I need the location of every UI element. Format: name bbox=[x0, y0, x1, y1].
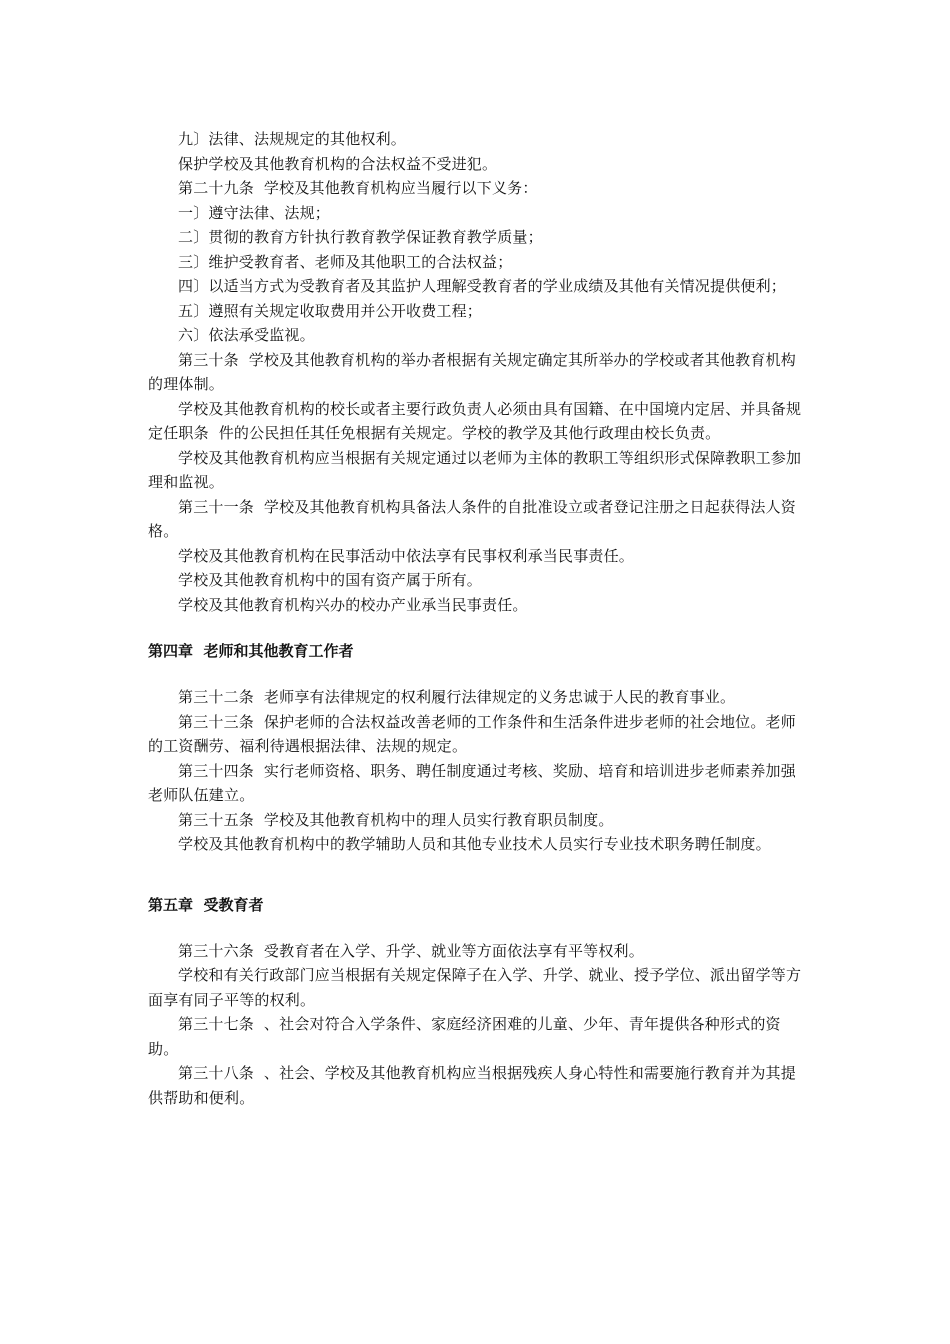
paragraph: 学校及其他教育机构应当根据有关规定通过以老师为主体的教职工等组织形式保障教职工参加理和监视。 bbox=[148, 448, 802, 491]
paragraph: 学校及其他教育机构的校长或者主要行政负责人必须由具有国籍、在中国境内定居、并具备规定任职条 件的公民担任其任免根据有关规定。学校的教学及其他行政理由校长负责。 bbox=[148, 399, 802, 442]
paragraph: 学校及其他教育机构在民事活动中依法享有民事权利承当民事责任。 bbox=[178, 546, 635, 565]
paragraph: 九〕法律、法规规定的其他权利。 bbox=[178, 130, 407, 148]
paragraph: 第三十三条 保护老师的合法权益改善老师的工作条件和生活条件进步老师的社会地位。老师的工资酬劳、福利待遇根据法律、法规的规定。 bbox=[148, 712, 796, 755]
section-spacer bbox=[148, 917, 808, 939]
paragraph: 二〕贯彻的教育方针执行教育教学保证教育教学质量； bbox=[178, 228, 543, 246]
paragraph: 第二十九条 学校及其他教育机构应当履行以下义务： bbox=[178, 179, 538, 197]
paragraph: 第三十条 学校及其他教育机构的举办者根据有关规定确定其所举办的学校或者其他教育机构的理体制。 bbox=[148, 350, 796, 393]
chapter-heading: 第五章 受教育者 bbox=[148, 895, 264, 914]
chapter-heading: 第四章 老师和其他教育工作者 bbox=[148, 642, 354, 660]
paragraph: 三〕维护受教育者、老师及其他职工的合法权益； bbox=[178, 252, 513, 271]
paragraph: 一〕遵守法律、法规； bbox=[178, 203, 331, 222]
paragraph: 第三十四条 实行老师资格、职务、聘任制度通过考核、奖励、培育和培训进步老师素养加强老师队伍建立。 bbox=[148, 761, 796, 804]
paragraph: 四〕以适当方式为受教育者及其监护人理解受教育者的学业成绩及其他有关情况提供便利； bbox=[178, 277, 787, 295]
section-spacer bbox=[148, 617, 808, 639]
paragraph: 第三十五条 学校及其他教育机构中的理人员实行教育职员制度。 bbox=[178, 810, 614, 829]
paragraph: 学校和有关行政部门应当根据有关规定保障子在入学、升学、就业、授予学位、派出留学等方面享有同子平等的权利。 bbox=[148, 966, 802, 1009]
paragraph: 第三十八条 、社会、学校及其他教育机构应当根据残疾人身心特性和需要施行教育并为其提供帮助和便利。 bbox=[148, 1064, 796, 1107]
paragraph: 第三十一条 学校及其他教育机构具备法人条件的自批准设立或者登记注册之日起获得法人资格。 bbox=[148, 497, 796, 540]
paragraph: 学校及其他教育机构中的国有资产属于所有。 bbox=[178, 571, 483, 589]
section-spacer bbox=[148, 663, 808, 685]
paragraph: 学校及其他教育机构中的教学辅助人员和其他专业技术人员实行专业技术职务聘任制度。 bbox=[178, 835, 771, 853]
document-page bbox=[148, 127, 808, 1110]
paragraph: 第三十二条 老师享有法律规定的权利履行法律规定的义务忠诚于人民的教育事业。 bbox=[178, 688, 736, 706]
paragraph: 学校及其他教育机构兴办的校办产业承当民事责任。 bbox=[178, 595, 528, 614]
paragraph: 保护学校及其他教育机构的合法权益不受进犯。 bbox=[178, 154, 498, 173]
paragraph: 六〕依法承受监视。 bbox=[178, 326, 315, 344]
paragraph: 第三十七条 、社会对符合入学条件、家庭经济困难的儿童、少年、青年提供各种形式的资助。 bbox=[148, 1015, 781, 1058]
section-spacer bbox=[148, 857, 808, 893]
paragraph: 五〕遵照有关规定收取费用并公开收费工程； bbox=[178, 301, 483, 320]
paragraph: 第三十六条 受教育者在入学、升学、就业等方面依法享有平等权利。 bbox=[178, 941, 644, 960]
